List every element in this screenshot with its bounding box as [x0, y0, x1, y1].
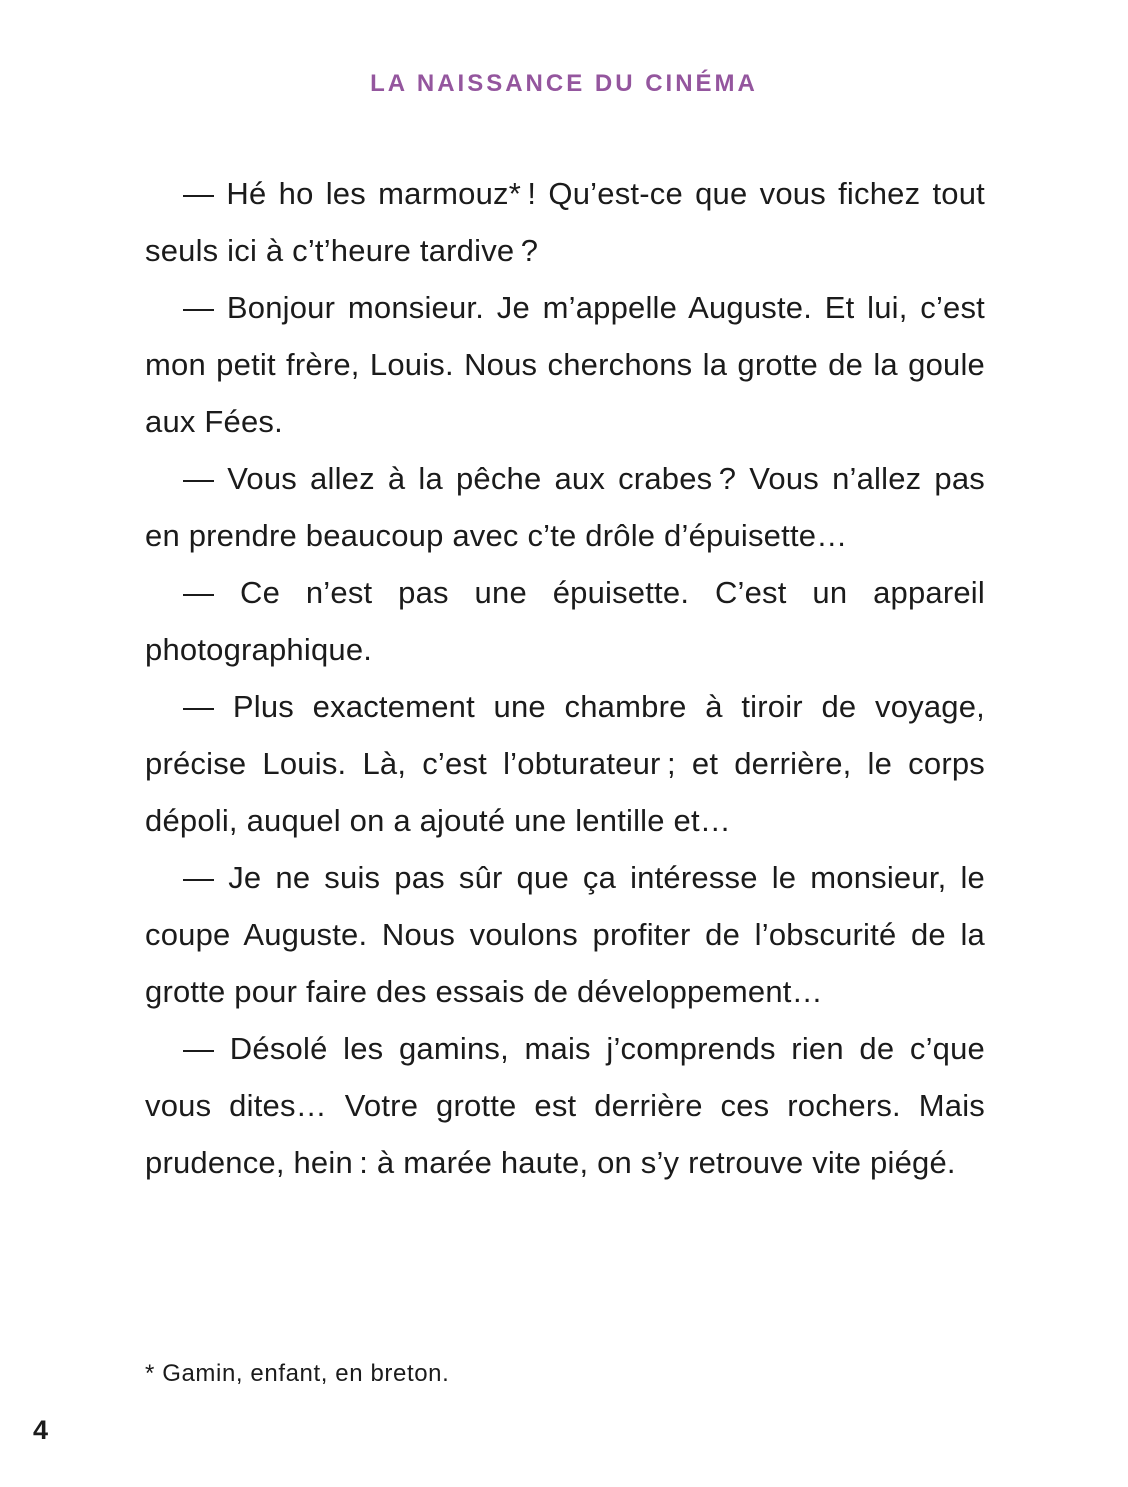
- chapter-title: LA NAISSANCE DU CINÉMA: [370, 70, 758, 97]
- paragraph: — Bonjour monsieur. Je m’appelle Auguste. Et lui, c’est mon petit frère, Louis. Nous cherchons la grotte de la goule aux Fées.: [145, 290, 985, 439]
- paragraph: — Plus exactement une chambre à tiroir de voyage, précise Louis. Là, c’est l’obturateur ; et derrière, le corps dépoli, auquel on a ajouté une lentille et…: [145, 689, 985, 838]
- page-number: 4: [33, 1415, 49, 1445]
- paragraph: — Je ne suis pas sûr que ça intéresse le monsieur, le coupe Auguste. Nous voulons profiter de l’obscurité de la grotte pour faire des essais de développement…: [145, 860, 985, 1009]
- footnote: * Gamin, enfant, en breton.: [145, 1360, 450, 1387]
- body-text: [145, 165, 985, 1191]
- paragraph: — Désolé les gamins, mais j’comprends rien de c’que vous dites… Votre grotte est derrière ces rochers. Mais prudence, hein : à marée haute, on s’y retrouve vite piégé.: [145, 1031, 985, 1180]
- paragraph: — Ce n’est pas une épuisette. C’est un appareil photographique.: [145, 575, 985, 667]
- paragraph: — Hé ho les marmouz* ! Qu’est-ce que vous fichez tout seuls ici à c’t’heure tardive ?: [145, 176, 985, 268]
- paragraph: — Vous allez à la pêche aux crabes ? Vous n’allez pas en prendre beaucoup avec c’te drôle d’épuisette…: [145, 461, 985, 553]
